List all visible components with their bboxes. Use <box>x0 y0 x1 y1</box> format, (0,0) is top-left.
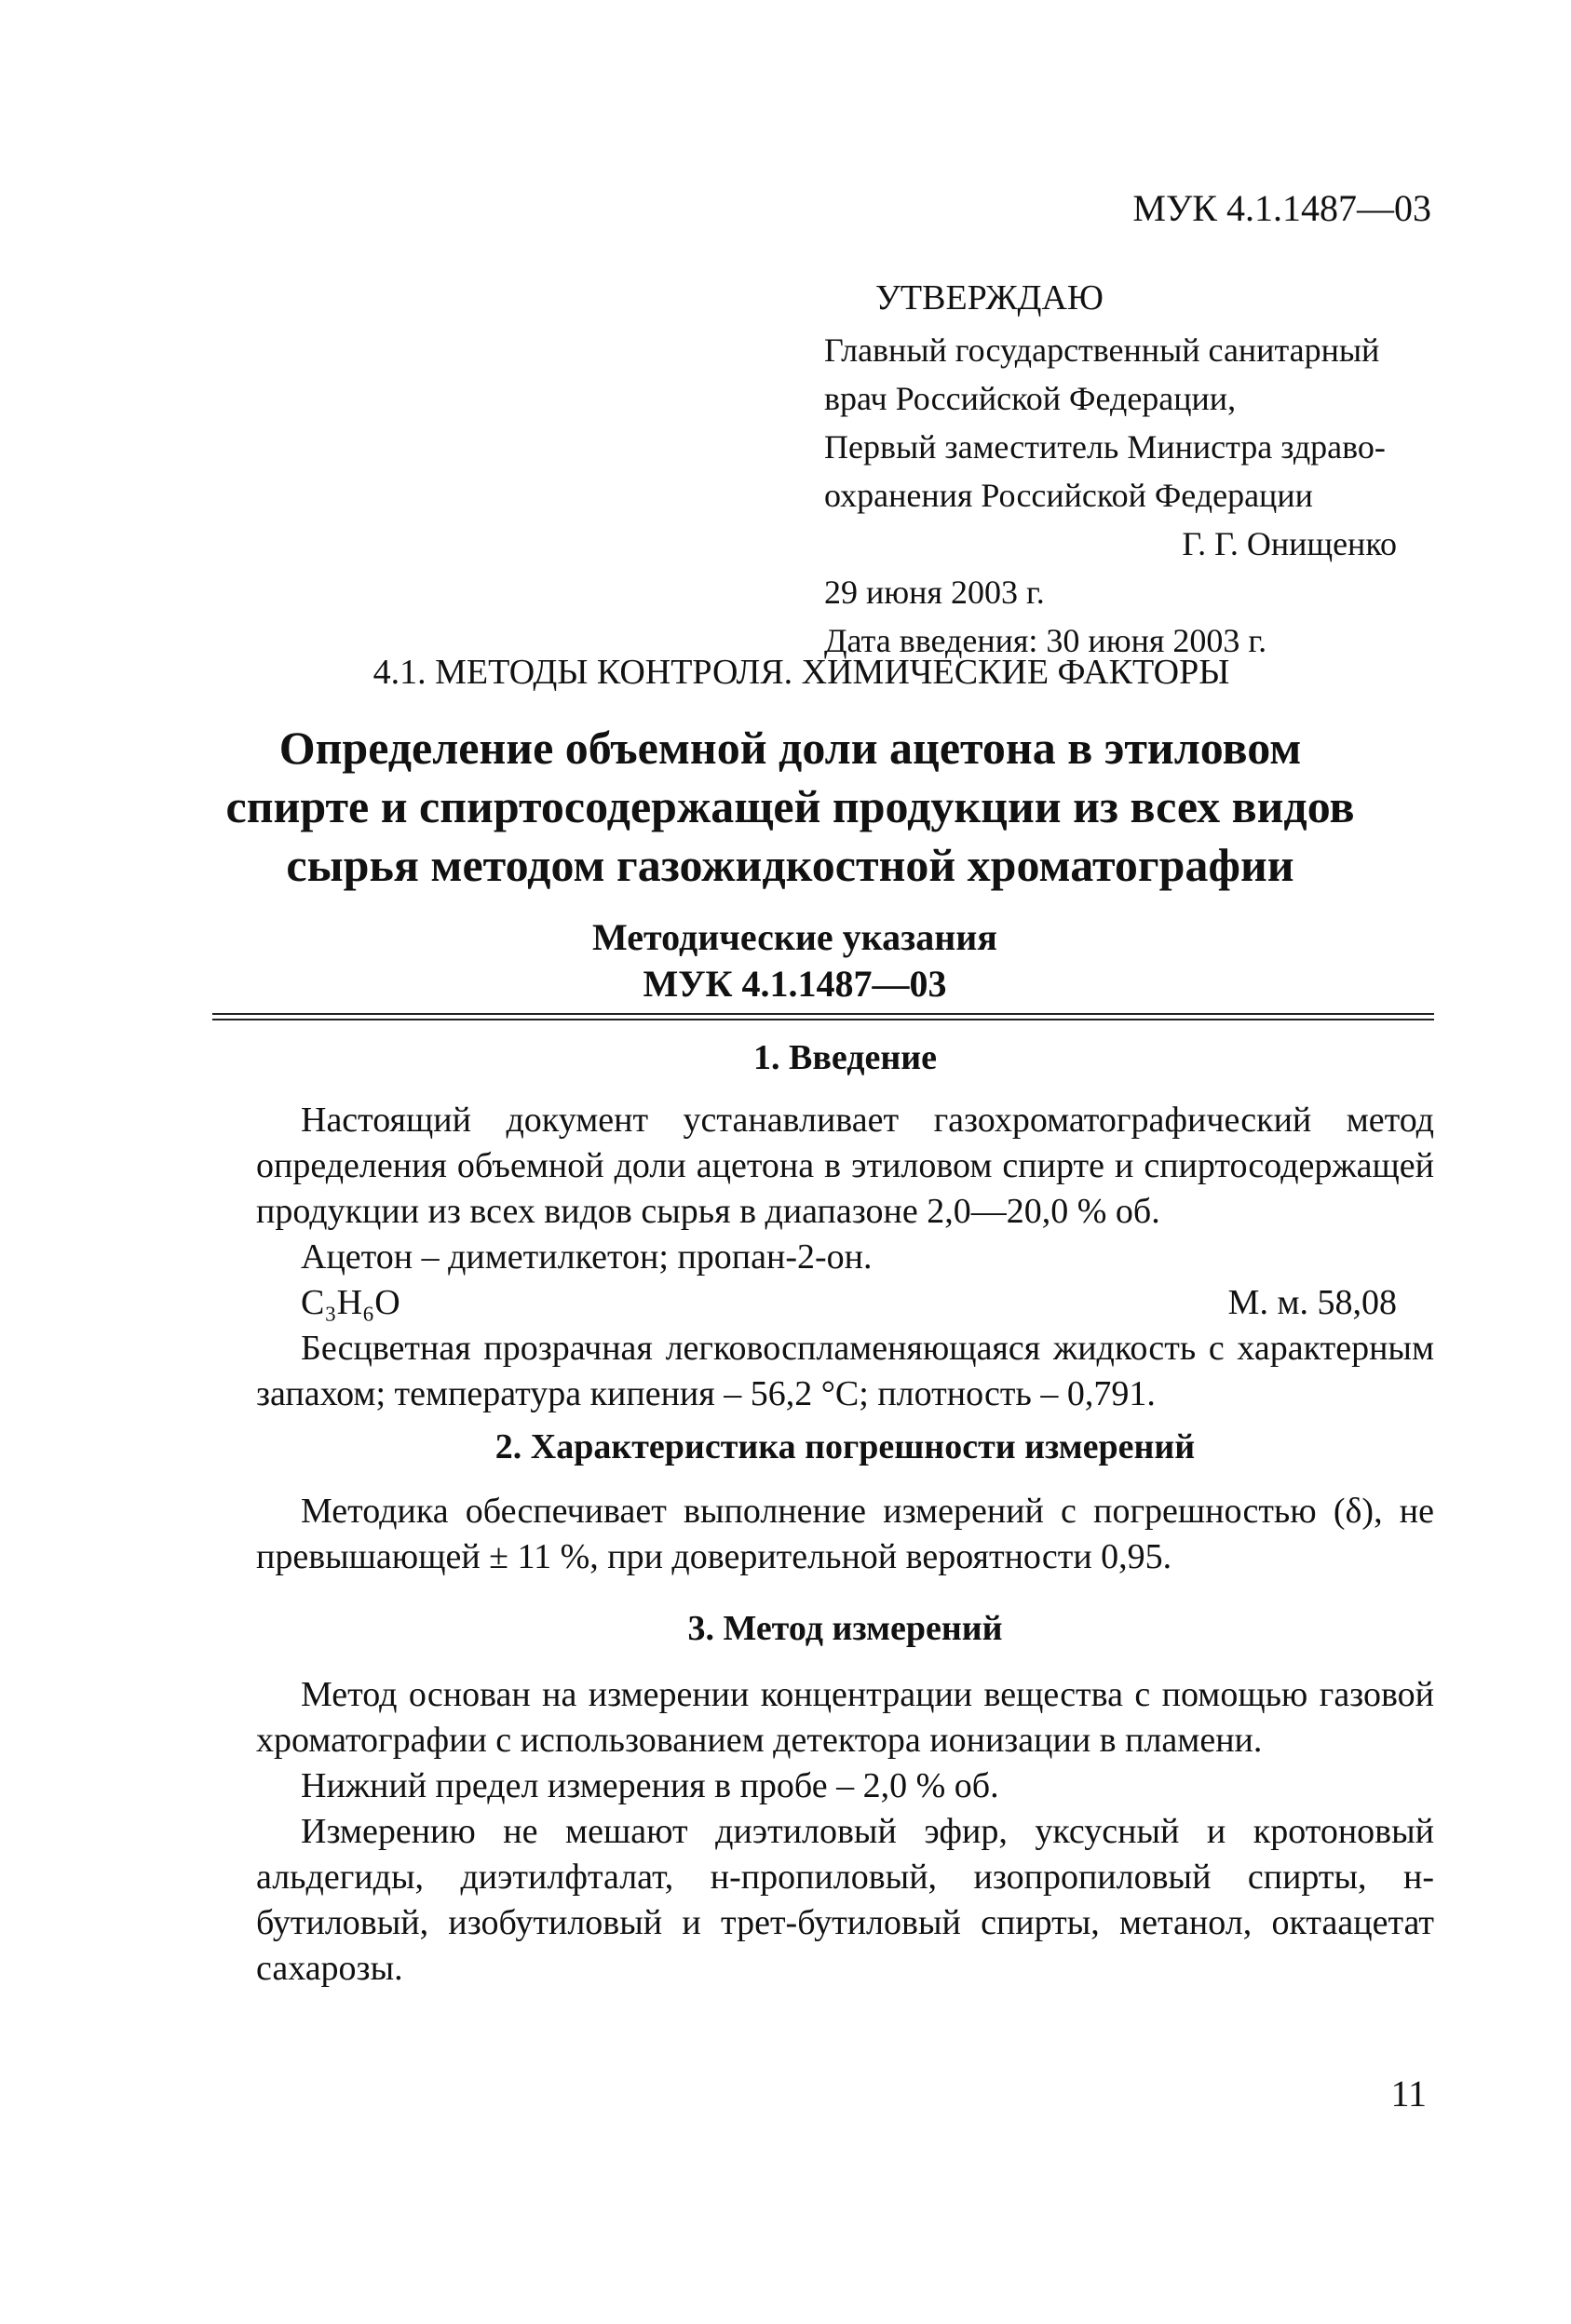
approval-date: 29 июня 2003 г. <box>824 574 1045 611</box>
document-code-header: МУК 4.1.1487—03 <box>1132 187 1431 229</box>
introduction-date: Дата введения: 30 июня 2003 г. <box>824 622 1267 659</box>
section-measurement-method <box>256 1606 1434 1992</box>
document-title <box>0 719 1571 895</box>
paragraph: Настоящий документ устанавливает газохроматографический метод определения объемной доли ацетона в этиловом спирте и спиртосодержащей продукции из всех видов сырья в диапазоне 2,0—20,0 % об. <box>256 1101 1434 1231</box>
formula-row <box>256 1280 1434 1326</box>
title-line: сырья методом газожидкостной хроматографии <box>286 839 1294 891</box>
approval-line: Первый заместитель Министра здраво- <box>824 428 1386 466</box>
subtitle-code: МУК 4.1.1487—03 <box>643 963 947 1005</box>
paragraph: Ацетон – диметилкетон; пропан-2-он. <box>301 1237 873 1277</box>
section-heading: 1. Введение <box>753 1038 937 1077</box>
approval-heading: УТВЕРЖДАЮ <box>875 278 1104 318</box>
approval-signer: Г. Г. Онищенко <box>1182 525 1397 562</box>
chemical-formula: C₃H₆O <box>301 1283 400 1322</box>
section-heading: 3. Метод измерений <box>687 1609 1003 1648</box>
title-line: спирте и спиртосодержащей продукции из всех видов <box>225 780 1355 832</box>
approval-line: врач Российской Федерации, <box>824 380 1237 417</box>
title-line: Определение объемной доли ацетона в этиловом <box>278 722 1302 774</box>
subtitle-line: Методические указания <box>592 916 997 958</box>
molecular-mass: М. м. 58,08 <box>1227 1283 1397 1322</box>
paragraph: Методика обеспечивает выполнение измерений с погрешностью (δ), не превышающей ± 11 %, при доверительной вероятности 0,95. <box>256 1492 1434 1576</box>
section-heading: 2. Характеристика погрешности измерений <box>494 1427 1196 1466</box>
section-error-characteristics <box>256 1425 1434 1580</box>
document-subtitle <box>0 914 1571 1007</box>
section-introduction <box>256 1035 1434 1417</box>
approval-line: Главный государственный санитарный <box>824 331 1380 369</box>
divider-rule <box>212 1019 1434 1020</box>
divider-rule <box>212 1013 1434 1015</box>
paragraph: Измерению не мешают диэтиловый эфир, уксусный и кротоновый альдегиды, диэтилфталат, н-пропиловый, изопропиловый спирты, н-бутиловый, изобутиловый и трет-бутиловый спирты, метанол, октаацетат сахарозы. <box>256 1812 1434 1988</box>
approval-line: охранения Российской Федерации <box>824 477 1313 514</box>
approval-block <box>824 274 1434 665</box>
paragraph: Бесцветная прозрачная легковоспламеняющаяся жидкость с характерным запахом; температура кипения – 56,2 °С; плотность – 0,791. <box>256 1329 1434 1413</box>
page-number: 11 <box>1390 2073 1427 2115</box>
paragraph: Нижний предел измерения в пробе – 2,0 % об. <box>301 1766 999 1805</box>
section-category-header: 4.1. МЕТОДЫ КОНТРОЛЯ. ХИМИЧЕСКИЕ ФАКТОРЫ <box>372 653 1230 692</box>
paragraph: Метод основан на измерении концентрации вещества с помощью газовой хроматографии с использованием детектора ионизации в пламени. <box>256 1675 1434 1760</box>
